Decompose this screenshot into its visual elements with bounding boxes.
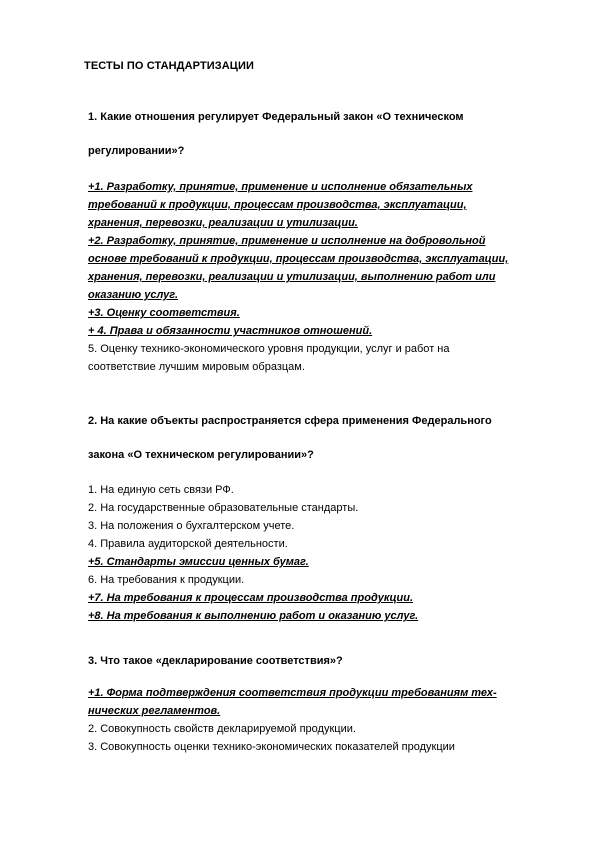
answer-option: хранения, перевозки, реализации и утилизации, выполнению работ или <box>88 271 496 283</box>
question-3 <box>88 655 558 667</box>
answer-option: 2. На государственные образовательные стандарты. <box>88 502 359 514</box>
question-text-line: закона «О техническом регулировании»? <box>88 449 314 461</box>
answer-option: соответствие лучшим мировым образцам. <box>88 361 305 373</box>
question-text-line: 1. Какие отношения регулирует Федеральный закон «О техническом <box>88 111 464 123</box>
answer-option: 4. Правила аудиторской деятельности. <box>88 538 288 550</box>
answer-option: +1. Разработку, принятие, применение и исполнение обязательных <box>88 181 473 193</box>
answer-options-1 <box>88 178 558 376</box>
document-title: ТЕСТЫ ПО СТАНДАРТИЗАЦИИ <box>84 60 254 72</box>
answer-options-2 <box>88 481 558 625</box>
answer-option: +8. На требования к выполнению работ и оказанию услуг. <box>88 610 419 622</box>
question-text-line: регулировании»? <box>88 145 185 157</box>
answer-option: +2. Разработку, принятие, применение и исполнение на добровольной <box>88 235 486 247</box>
answer-option: 1. На единую сеть связи РФ. <box>88 484 234 496</box>
question-1 <box>88 111 558 157</box>
answer-option: 5. Оценку технико-экономического уровня продукции, услуг и работ на <box>88 343 450 355</box>
answer-option: 2. Совокупность свойств декларируемой продукции. <box>88 723 356 735</box>
answer-option: +7. На требования к процессам производства продукции. <box>88 592 414 604</box>
answer-option: хранения, перевозки, реализации и утилизации. <box>88 217 358 229</box>
answer-option: основе требований к продукции, процессам производства, эксплуатации, <box>88 253 509 265</box>
answer-option: +1. Форма подтверждения соответствия продукции требованиям тех- <box>88 687 497 699</box>
question-text-line: 2. На какие объекты распространяется сфера применения Федерального <box>88 415 492 427</box>
answer-option: + 4. Права и обязанности участников отношений. <box>88 325 373 337</box>
answer-option: нических регламентов. <box>88 705 221 717</box>
answer-option: 3. На положения о бухгалтерском учете. <box>88 520 295 532</box>
answer-option: +3. Оценку соответствия. <box>88 307 240 319</box>
answer-option: требований к продукции, процессам производства, эксплуатации, <box>88 199 467 211</box>
answer-option: 6. На требования к продукции. <box>88 574 245 586</box>
answer-option: 3. Совокупность оценки технико-экономических показателей продукции <box>88 741 455 753</box>
answer-option: оказанию услуг. <box>88 289 179 301</box>
answer-option: +5. Стандарты эмиссии ценных бумаг. <box>88 556 309 568</box>
question-2 <box>88 415 558 461</box>
question-text-line: 3. Что такое «декларирование соответствия»? <box>88 655 343 667</box>
answer-options-3 <box>88 684 558 756</box>
